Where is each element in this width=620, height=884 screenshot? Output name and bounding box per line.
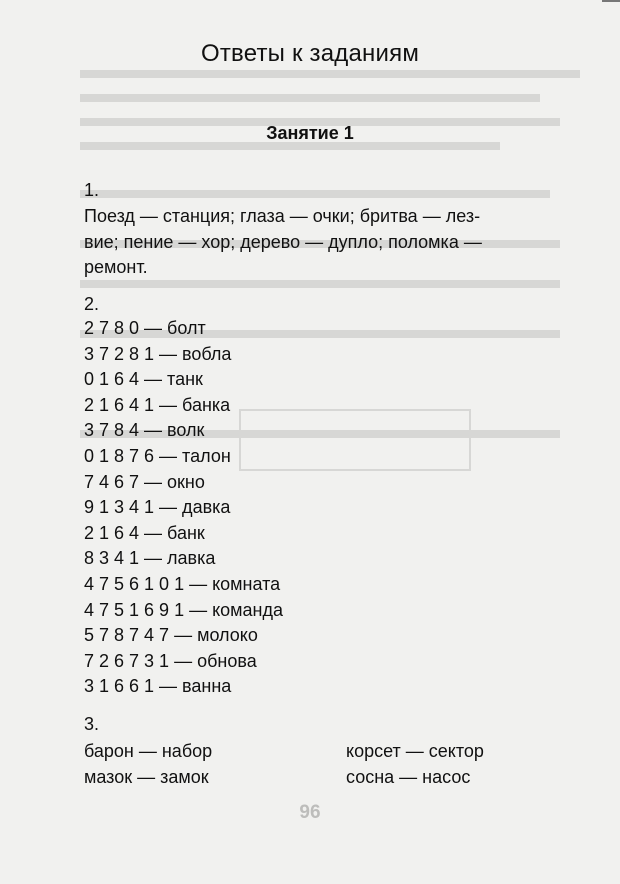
task-1-line: вие; пение — хор; дерево — дупло; поломка — xyxy=(84,231,482,252)
task-2-row: 3 1 6 6 1 — ванна xyxy=(84,676,232,697)
task-3-answer-grid xyxy=(84,738,524,790)
task-2-row: 7 2 6 7 3 1 — обнова xyxy=(84,650,257,671)
task-2-row: 0 1 8 7 6 — талон xyxy=(84,445,231,466)
task-3-pair: мазок — замок xyxy=(84,767,209,787)
task-3-number: 3. xyxy=(84,714,100,734)
task-3-pair: корсет — сектор xyxy=(346,741,484,761)
task-2-row: 0 1 6 4 — танк xyxy=(84,369,203,390)
task-2-row: 9 1 3 4 1 — давка xyxy=(84,497,231,518)
page-title: Ответы к заданиям xyxy=(200,40,420,67)
task-2-row: 2 1 6 4 1 — банка xyxy=(84,394,231,415)
task-2-row: 2 7 8 0 — болт xyxy=(84,318,206,338)
task-3-row xyxy=(84,738,524,764)
task-3-row xyxy=(84,764,524,790)
task-3-pair: сосна — насос xyxy=(346,767,471,787)
task-2-row: 2 1 6 4 — банк xyxy=(84,522,205,543)
task-2-row: 3 7 2 8 1 — вобла xyxy=(84,343,232,364)
task-1-line: ремонт. xyxy=(84,257,148,277)
task-3-pair: барон — набор xyxy=(84,741,213,761)
task-2-row: 3 7 8 4 — волк xyxy=(84,420,205,441)
task-2-row: 4 7 5 1 6 9 1 — команда xyxy=(84,599,284,620)
page-number: 96 xyxy=(299,802,321,823)
page-corner-mark xyxy=(602,0,620,2)
task-2-row: 4 7 5 6 1 0 1 — комната xyxy=(84,573,281,594)
task-1-answer xyxy=(84,204,584,281)
lesson-heading: Занятие 1 xyxy=(266,123,354,143)
task-1-line: Поезд — станция; глаза — очки; бритва — лез- xyxy=(84,206,481,226)
task-2-row: 8 3 4 1 — лавка xyxy=(84,548,216,569)
task-1-number: 1. xyxy=(84,180,100,200)
task-2-row: 5 7 8 7 4 7 — молоко xyxy=(84,625,258,646)
task-2-row: 7 4 6 7 — окно xyxy=(84,471,205,492)
task-2-number: 2. xyxy=(84,294,100,314)
task-2-answer-list xyxy=(84,316,283,700)
